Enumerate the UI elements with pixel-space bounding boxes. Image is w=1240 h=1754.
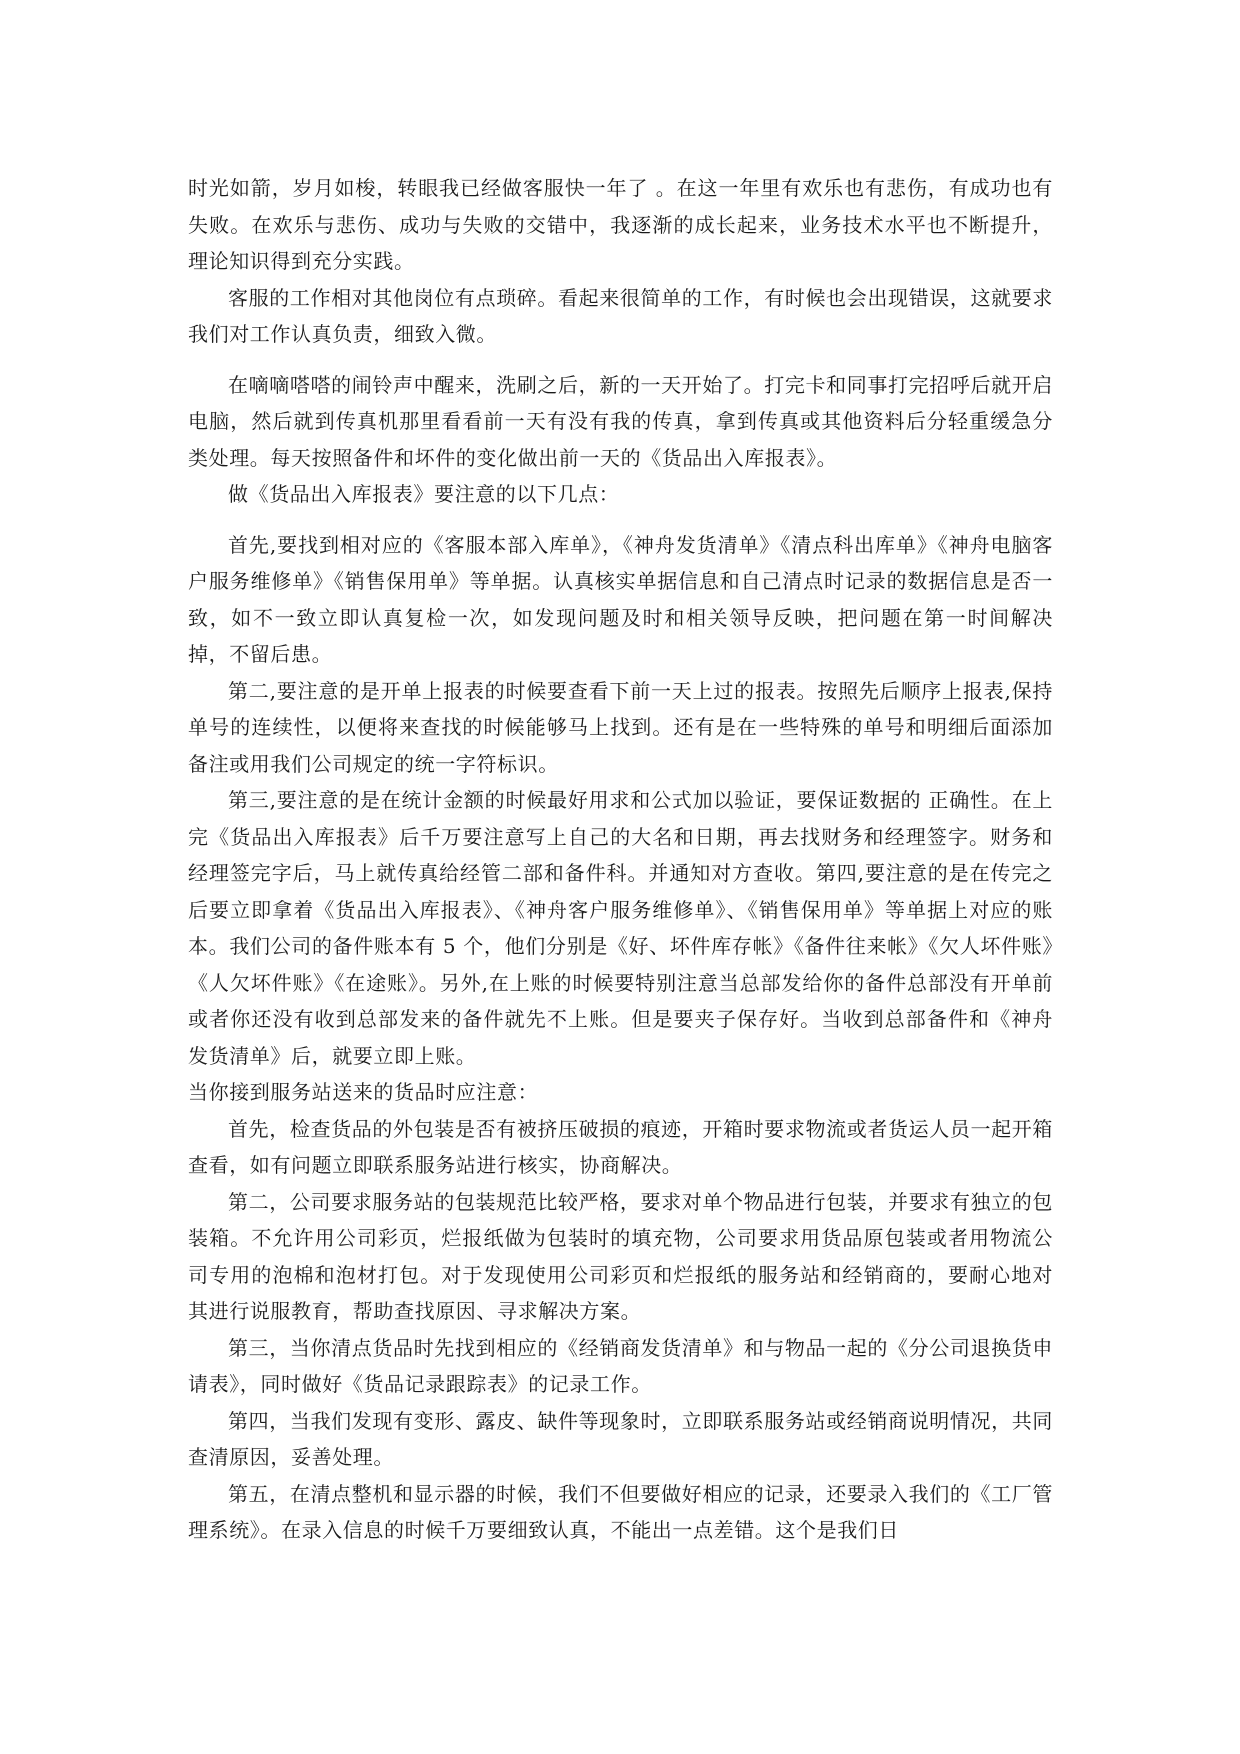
paragraph-intro: 时光如箭，岁月如梭，转眼我已经做客服快一年了 。在这一年里有欢乐也有悲伤，有成功也有失败。在欢乐与悲伤、成功与失败的交错中，我逐渐的成长起来，业务技术水平也不断提升，理论知识得到充分实践。	[188, 176, 1053, 273]
paragraph-receiving-point-1: 首先，检查货品的外包装是否有被挤压破损的痕迹，开箱时要求物流或者货运人员一起开箱查看，如有问题立即联系服务站进行核实，协商解决。	[188, 1116, 1053, 1177]
paragraph-report-point-1: 首先,要找到相对应的《客服本部入库单》，《神舟发货清单》《清点科出库单》《神舟电脑客户服务维修单》《销售保用单》等单据。认真核实单据信息和自己清点时记录的数据信息是否一致，如不一致立即认真复检一次，如发现问题及时和相关领导反映，把问题在第一时间解决掉，不留后患。	[188, 532, 1053, 666]
paragraph-report-heading: 做《货品出入库报表》要注意的以下几点：	[228, 482, 620, 506]
paragraph-receiving-point-2: 第二，公司要求服务站的包装规范比较严格，要求对单个物品进行包装，并要求有独立的包装箱。不允许用公司彩页，烂报纸做为包装时的填充物，公司要求用货品原包装或者用物流公司专用的泡棉和泡材打包。对于发现使用公司彩页和烂报纸的服务站和经销商的，要耐心地对其进行说服教育，帮助查找原因、寻求解决方案。	[188, 1189, 1053, 1323]
paragraph-receiving-point-4: 第四，当我们发现有变形、露皮、缺件等现象时，立即联系服务站或经销商说明情况，共同查清原因，妥善处理。	[188, 1408, 1053, 1469]
paragraph-receiving-heading: 当你接到服务站送来的货品时应注意：	[188, 1080, 539, 1104]
paragraph-receiving-point-3: 第三，当你清点货品时先找到相应的《经销商发货清单》和与物品一起的《分公司退换货申请表》，同时做好《货品记录跟踪表》的记录工作。	[188, 1335, 1053, 1396]
paragraph-daily-routine: 在嘀嘀嗒嗒的闹铃声中醒来，洗刷之后，新的一天开始了。打完卡和同事打完招呼后就开启电脑，然后就到传真机那里看看前一天有没有我的传真，拿到传真或其他资料后分轻重缓急分类处理。每天按照备件和坏件的变化做出前一天的《货品出入库报表》。	[188, 372, 1053, 470]
paragraph-report-point-3: 第三,要注意的是在统计金额的时候最好用求和公式加以验证，要保证数据的 正确性。在上完《货品出入库报表》后千万要注意写上自己的大名和日期，再去找财务和经理签字。财务和经理签完字后，马上就传真给经管二部和备件科。并通知对方查收。第四,要注意的是在传完之后要立即拿着《货品出入库报表》、《神舟客户服务维修单》、《销售保用单》等单据上对应的账本。我们公司的备件账本有 5 个，他们分别是《好、坏件库存帐》《备件往来帐》《欠人坏件账》《人欠坏件账》《在途账》。另外,在上账的时候要特别注意当总部发给你的备件总部没有开单前或者你还没有收到总部发来的备件就先不上账。但是要夹子保存好。当收到总部备件和《神舟发货清单》后，就要立即上账。	[188, 788, 1053, 1068]
document-body	[188, 170, 1053, 1549]
paragraph-report-point-2: 第二,要注意的是开单上报表的时候要查看下前一天上过的报表。按照先后顺序上报表,保持单号的连续性，以便将来查找的时候能够马上找到。还有是在一些特殊的单号和明细后面添加备注或用我们公司规定的统一字符标识。	[188, 678, 1053, 776]
paragraph-receiving-point-5: 第五，在清点整机和显示器的时候，我们不但要做好相应的记录，还要录入我们的《工厂管理系统》。在录入信息的时候千万要细致认真，不能出一点差错。这个是我们日	[188, 1481, 1053, 1542]
paragraph-work-nature: 客服的工作相对其他岗位有点琐碎。看起来很简单的工作，有时候也会出现错误，这就要求我们对工作认真负责，细致入微。	[188, 285, 1053, 346]
